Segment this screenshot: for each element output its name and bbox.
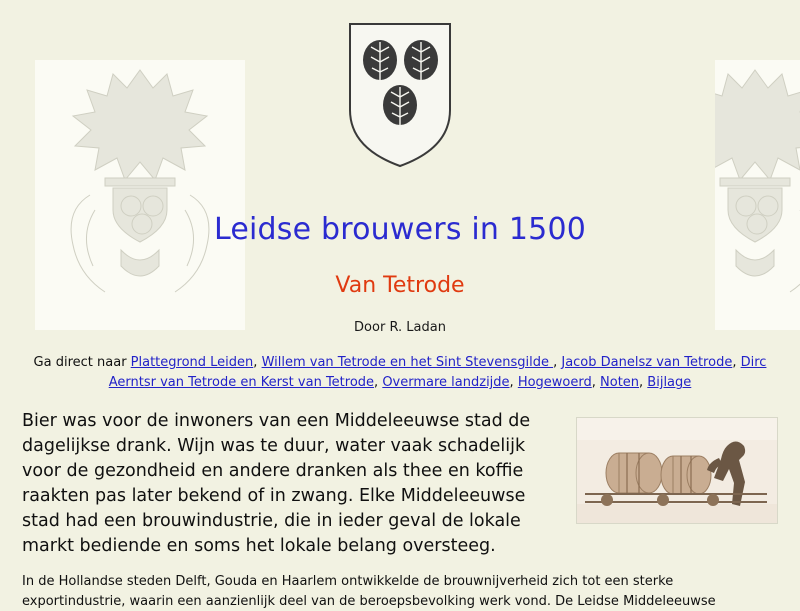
quicknav-sep-0: , [253, 355, 262, 370]
lead-paragraph: Bier was voor de inwoners van een Middeleeuwse stad de dagelijkse drank. Wijn was te duur, water vaak schadelijk voor de gezondheid en andere dranken als thee en koffie raakten pas later bekend of in zwang. Elke Middeleeuwse stad had een brouwindustrie, die in ieder geval de lokale markt bediende en soms het lokale belang oversteeg. [22, 411, 531, 556]
quicknav-link-willem-van-tetrode[interactable]: Willem van Tetrode en het Sint Stevensgilde [261, 355, 554, 370]
quicknav-link-jacob-danelsz-van-tetrode[interactable]: Jacob Danelsz van Tetrode [561, 355, 733, 370]
quicknav-link-overmare-landzijde[interactable]: Overmare landzijde [382, 375, 510, 391]
page-subtitle: Van Tetrode [335, 273, 465, 298]
brewery-photo-illustration [577, 418, 777, 523]
quicknav-link-hogewoerd[interactable]: Hogewoerd [517, 375, 592, 391]
quicknav-link-noten[interactable]: Noten [600, 375, 640, 391]
page-title: Leidse brouwers in 1500 [213, 212, 587, 247]
quicknav-sep-6: , [639, 375, 648, 391]
quicknav-link-dirc-aerntsr-van-tetrode[interactable]: Dirc Aerntsr van Tetrode en Kerst van Tetrode [108, 355, 767, 391]
quicknav-link-bijlage[interactable]: Bijlage [647, 375, 692, 391]
byline: Door R. Ladan [354, 320, 446, 335]
quicknav-sep-4: , [509, 375, 518, 391]
quicknav-link-plattegrond-leiden[interactable]: Plattegrond Leiden [130, 355, 254, 370]
brewery-photo [576, 417, 778, 524]
lead-section [0, 409, 800, 558]
body-paragraph: In de Hollandse steden Delft, Gouda en Haarlem ontwikkelde de brouwnijverheid zich tot een sterke exportindustrie, waarin een aanzienlijk deel van de beroepsbevolking werk vond. De Leidse Middeleeuwse [22, 574, 716, 609]
quicknav-sep-1: , [553, 355, 562, 370]
quicknav-sep-5: , [591, 375, 601, 391]
quicknav-prefix: Ga direct naar [33, 355, 131, 370]
quick-navigation [0, 335, 800, 393]
quicknav-sep-3: , [374, 375, 383, 391]
quicknav-sep-2: , [732, 355, 741, 370]
